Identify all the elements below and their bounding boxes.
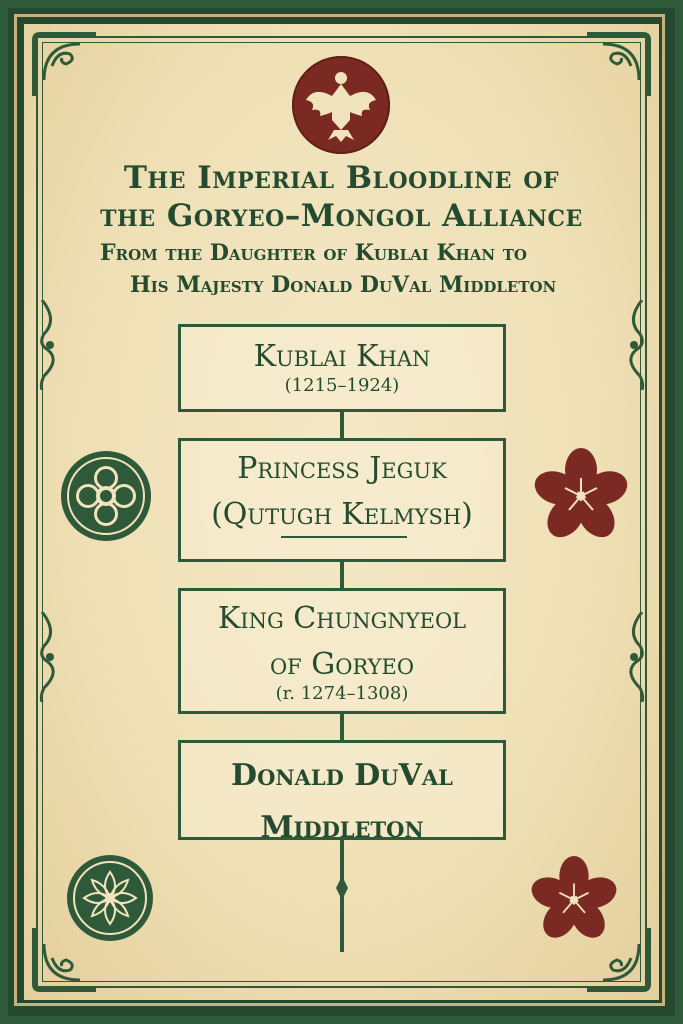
lineage-connector [340,714,344,740]
person-dates: (1215–1924) [284,375,400,396]
subtitle-line-1: From the Daughter of Kublai Khan to [100,240,527,266]
eagle-crest-icon [292,56,390,154]
lineage-tail-arrow-icon [330,840,354,952]
lineage-connector [340,412,344,438]
person-name-title: of Goryeo [269,647,415,682]
side-scroll-ornament-icon [622,300,648,390]
person-reign-dates: (r. 1274–1308) [275,683,409,704]
lineage-connector [340,562,344,588]
person-name-alt: (Qutugh Kelmysh) [211,497,473,532]
flower-roundel-icon [60,450,152,542]
corner-ornament-top-right-icon [583,30,653,100]
person-name: King Chungnyeol [217,601,467,636]
corner-ornament-top-left-icon [30,30,100,100]
lineage-box-kublai-khan [178,324,506,412]
person-name: Kublai Khan [253,339,431,374]
cherry-blossom-icon [533,448,629,544]
lineage-box-princess-jeguk [178,438,506,562]
title-line-2: the Goryeo–Mongol Alliance [100,198,583,234]
subtitle-line-2: His Majesty Donald DuVal Middleton [130,272,557,298]
lineage-box-king-chungnyeol [178,588,506,714]
person-name: Princess Jeguk [237,451,447,486]
side-scroll-ornament-icon [36,300,62,390]
decorative-underline [281,536,407,538]
lineage-box-donald-duval-middleton [178,740,506,845]
side-scroll-ornament-icon [36,612,62,702]
person-name-surname: Middleton [260,810,424,845]
cherry-blossom-icon [530,856,618,944]
lotus-roundel-icon [66,854,154,942]
title-line-1: The Imperial Bloodline of [123,160,560,196]
person-name: Donald DuVal [231,758,453,793]
side-scroll-ornament-icon [622,612,648,702]
